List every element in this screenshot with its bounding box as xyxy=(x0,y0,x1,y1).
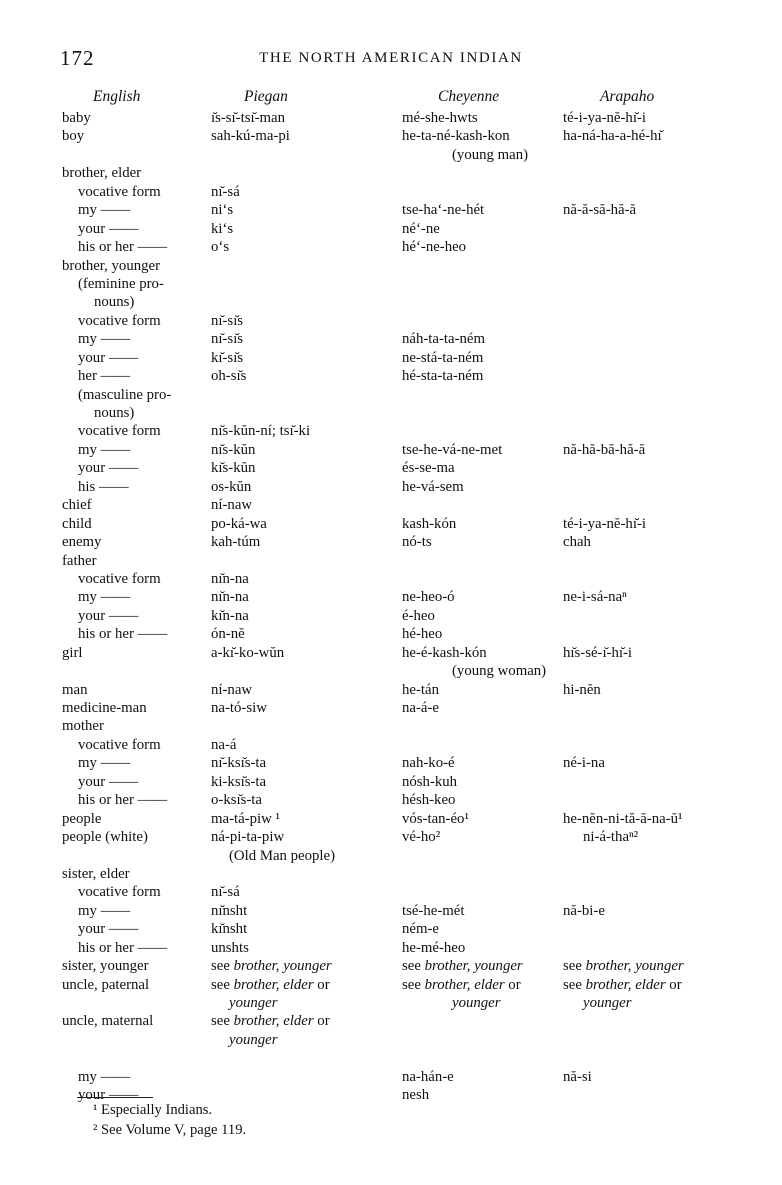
table-row xyxy=(0,644,782,662)
cell-piegan: younger xyxy=(229,995,278,1011)
cell-piegan: unshts xyxy=(211,939,249,956)
table-row xyxy=(0,422,782,440)
cell-arapaho: chah xyxy=(563,534,591,551)
table-row xyxy=(0,496,782,514)
cell-cheyenne: mé-she-hwts xyxy=(402,110,478,126)
table-row xyxy=(0,330,782,348)
table-row xyxy=(0,1031,782,1049)
cell-arapaho: té-i-ya-nĕ-hı̆-i xyxy=(563,110,646,126)
cell-piegan: o‘s xyxy=(211,239,230,256)
cell-cheyenne: tsé-he-mét xyxy=(402,902,465,919)
cell-english: vocative form xyxy=(78,736,161,753)
cell-cheyenne: hé‘-ne-heo xyxy=(402,239,467,256)
cell-cheyenne: ne-stá-ta-ném xyxy=(402,349,484,366)
cell-piegan: ni‘s xyxy=(211,202,234,219)
table-row xyxy=(0,1068,782,1086)
cell-piegan: na-tó-siw xyxy=(211,700,267,716)
cell-piegan: ma-tá-piw ¹ xyxy=(211,810,280,827)
table-row xyxy=(0,201,782,219)
page-number: 172 xyxy=(60,46,95,70)
table-row xyxy=(0,754,782,772)
table-row xyxy=(0,257,782,275)
table-row xyxy=(0,865,782,883)
table-row xyxy=(0,736,782,754)
table-row xyxy=(0,275,782,293)
table-row xyxy=(0,293,782,311)
cell-english: father xyxy=(62,552,97,569)
cell-cheyenne: hé-sta-ta-ném xyxy=(402,368,484,385)
cell-cheyenne: he-vá-sem xyxy=(402,478,464,495)
cell-piegan: nı̆nsht xyxy=(211,902,248,919)
table-row xyxy=(0,515,782,533)
table-row xyxy=(0,570,782,588)
cell-english: enemy xyxy=(62,534,102,551)
cell-cheyenne: tse-ha‘-ne-hét xyxy=(402,202,485,219)
cell-piegan: sah-kú-ma-pi xyxy=(211,128,290,145)
cell-piegan: oh-sı̆s xyxy=(211,368,247,385)
cell-piegan: ki‘s xyxy=(211,220,234,237)
cell-english: (masculine pro- xyxy=(78,386,172,403)
cell-piegan: see brother, younger xyxy=(211,958,332,975)
cell-arapaho: né-i-na xyxy=(563,755,605,772)
cell-cheyenne: he-mé-heo xyxy=(402,939,466,956)
cell-english: my —— xyxy=(78,441,131,458)
cell-arapaho: hı̆s-sé-ı̆-hı̆-i xyxy=(563,644,633,661)
cell-piegan: nı̆-sá xyxy=(211,183,240,200)
cell-english: boy xyxy=(62,128,85,145)
cell-piegan: po-ká-wa xyxy=(211,515,267,532)
cell-english: my —— xyxy=(78,755,131,772)
table-row xyxy=(0,810,782,828)
cell-english: my —— xyxy=(78,902,131,919)
cell-cheyenne: és-se-ma xyxy=(402,460,455,477)
cell-cheyenne: né‘-ne xyxy=(402,220,440,237)
cell-english: my —— xyxy=(78,331,131,348)
cell-cheyenne: he-tán xyxy=(402,681,439,698)
cell-english: brother, younger xyxy=(62,257,161,274)
table-row xyxy=(0,349,782,367)
cell-cheyenne: see brother, elder or xyxy=(402,976,521,993)
cell-english: people (white) xyxy=(62,829,148,846)
cell-english: his or her —— xyxy=(78,239,168,256)
cell-cheyenne: he-ta-né-kash-kon xyxy=(402,128,510,145)
cell-english: brother, elder xyxy=(62,165,142,182)
cell-arapaho: see brother, younger xyxy=(563,958,684,975)
column-header-arapaho: Arapaho xyxy=(600,88,655,105)
table-row xyxy=(0,717,782,735)
cell-english: nouns) xyxy=(94,294,135,311)
cell-piegan: kı̆-sı̆s xyxy=(211,349,244,366)
cell-cheyenne: nesh xyxy=(402,1087,430,1104)
cell-english: his or her —— xyxy=(78,792,168,809)
cell-cheyenne: he-é-kash-kón xyxy=(402,644,487,661)
table-row xyxy=(0,828,782,846)
cell-cheyenne: vé-ho² xyxy=(402,829,441,846)
table-row xyxy=(0,681,782,699)
cell-piegan: ı̆s-sı̆-tsı̆-man xyxy=(211,110,285,126)
cell-arapaho: té-i-ya-nĕ-hı̆-i xyxy=(563,515,646,532)
cell-cheyenne: (young woman) xyxy=(452,663,547,680)
cell-piegan: nı̆s-kŭn-ní; tsı̆-ki xyxy=(211,423,311,440)
table-row xyxy=(0,533,782,551)
cell-english: vocative form xyxy=(78,312,161,329)
cell-cheyenne: (young man) xyxy=(452,146,529,163)
cell-piegan: kı̆nsht xyxy=(211,921,248,938)
table-row xyxy=(0,238,782,256)
table-row xyxy=(0,404,782,422)
table-row xyxy=(0,312,782,330)
vocabulary-table xyxy=(0,109,782,1105)
table-row xyxy=(0,625,782,643)
cell-arapaho: ha-ná-ha-a-hé-hı̆ xyxy=(563,128,662,145)
cell-english: your —— xyxy=(78,349,139,366)
cell-arapaho: hi-nĕn xyxy=(563,681,601,698)
cell-english: your —— xyxy=(78,460,139,477)
cell-english: girl xyxy=(62,644,83,661)
table-row xyxy=(0,552,782,570)
cell-piegan: kah-túm xyxy=(211,534,261,551)
table-row xyxy=(0,1012,782,1030)
table-row xyxy=(0,386,782,404)
cell-cheyenne: na-hán-e xyxy=(402,1068,454,1085)
cell-english: child xyxy=(62,515,92,532)
table-row xyxy=(0,478,782,496)
cell-piegan: ki-ksı̆s-ta xyxy=(211,773,267,790)
footnote-2: ² See Volume V, page 119. xyxy=(93,1122,247,1138)
cell-cheyenne: é-heo xyxy=(402,607,435,624)
table-row xyxy=(0,109,782,127)
cell-cheyenne: nósh-kuh xyxy=(402,773,458,790)
cell-english: medicine-man xyxy=(62,700,147,716)
cell-english: people xyxy=(62,810,102,827)
table-row xyxy=(0,588,782,606)
cell-piegan: (Old Man people) xyxy=(229,847,336,864)
cell-piegan: nı̆n-na xyxy=(211,589,249,606)
table-row xyxy=(0,183,782,201)
cell-arapaho: see brother, elder or xyxy=(563,976,682,993)
cell-english: vocative form xyxy=(78,884,161,901)
cell-piegan: nı̆-ksı̆s-ta xyxy=(211,755,267,772)
cell-english: your —— xyxy=(78,773,139,790)
cell-piegan: ón-nĕ xyxy=(211,626,245,643)
cell-piegan: nı̆-sı̆s xyxy=(211,331,244,348)
cell-piegan: kı̆s-kŭn xyxy=(211,460,256,477)
cell-arapaho: ni-á-thaⁿ² xyxy=(583,829,639,846)
column-header-cheyenne: Cheyenne xyxy=(438,88,500,105)
cell-english: your —— xyxy=(78,607,139,624)
table-row xyxy=(0,459,782,477)
cell-english: mother xyxy=(62,718,104,735)
cell-english: his —— xyxy=(78,478,129,495)
table-row xyxy=(0,791,782,809)
cell-english: your —— xyxy=(78,220,139,237)
table-row xyxy=(0,164,782,182)
cell-piegan: nı̆n-na xyxy=(211,570,249,587)
cell-piegan: ná-pi-ta-piw xyxy=(211,829,285,846)
table-row xyxy=(0,607,782,625)
cell-arapaho: nă-hă-bă-hă-ă xyxy=(563,441,646,458)
cell-english: vocative form xyxy=(78,570,161,587)
table-row xyxy=(0,883,782,901)
footnote-rule xyxy=(77,1097,153,1098)
cell-piegan: ní-naw xyxy=(211,497,253,514)
footnote-1: ¹ Especially Indians. xyxy=(93,1102,213,1118)
cell-cheyenne: vós-tan-éo¹ xyxy=(402,810,469,827)
cell-english: man xyxy=(62,681,88,698)
table-row xyxy=(0,220,782,238)
cell-english: my —— xyxy=(78,202,131,219)
cell-english: vocative form xyxy=(78,423,161,440)
table-row xyxy=(0,920,782,938)
column-header-english: English xyxy=(93,88,141,105)
cell-english: baby xyxy=(62,110,91,126)
cell-cheyenne: nah-ko-é xyxy=(402,755,455,772)
cell-cheyenne: ne-heo-ó xyxy=(402,589,455,606)
table-row xyxy=(0,146,782,164)
cell-cheyenne: ném-e xyxy=(402,921,439,938)
cell-piegan: a-kı̆-ko-wŭn xyxy=(211,644,285,661)
page-header xyxy=(0,46,782,76)
table-row xyxy=(0,127,782,145)
table-row xyxy=(0,773,782,791)
table-row xyxy=(0,699,782,717)
cell-cheyenne: see brother, younger xyxy=(402,958,523,975)
cell-cheyenne: hé-heo xyxy=(402,626,443,643)
cell-piegan: nı̆s-kŭn xyxy=(211,441,256,458)
cell-piegan: see brother, elder or xyxy=(211,1013,330,1030)
cell-cheyenne: nó-ts xyxy=(402,534,432,551)
cell-arapaho: nă-ă-să-hă-ă xyxy=(563,202,637,219)
table-row xyxy=(0,957,782,975)
cell-english: nouns) xyxy=(94,405,135,421)
cell-piegan: o-ksı̆s-ta xyxy=(211,792,262,809)
cell-english: your —— xyxy=(78,921,139,938)
table-row xyxy=(0,847,782,865)
cell-arapaho: younger xyxy=(583,995,632,1011)
running-title: THE NORTH AMERICAN INDIAN xyxy=(259,50,523,66)
cell-piegan: nı̆-sá xyxy=(211,884,240,901)
cell-english: vocative form xyxy=(78,183,161,200)
cell-arapaho: ne-i-sá-naⁿ xyxy=(563,589,627,606)
table-row xyxy=(0,902,782,920)
cell-arapaho: nă-si xyxy=(563,1068,592,1085)
table-row xyxy=(0,662,782,680)
cell-piegan: kı̆n-na xyxy=(211,607,249,624)
cell-english: uncle, maternal xyxy=(62,1013,154,1030)
cell-english: sister, younger xyxy=(62,958,149,975)
cell-english: chief xyxy=(62,497,92,514)
cell-english: (feminine pro- xyxy=(78,275,164,292)
cell-piegan: na-á xyxy=(211,736,237,753)
cell-arapaho: nă-bi-e xyxy=(563,902,605,919)
cell-cheyenne: younger xyxy=(452,995,501,1011)
table-row xyxy=(0,939,782,957)
cell-piegan: see brother, elder or xyxy=(211,976,330,993)
cell-piegan: younger xyxy=(229,1031,278,1048)
cell-english: sister, elder xyxy=(62,865,130,882)
table-row xyxy=(0,976,782,994)
table-row xyxy=(0,994,782,1012)
table-row xyxy=(0,367,782,385)
cell-cheyenne: náh-ta-ta-ném xyxy=(402,331,485,348)
cell-english: his or her —— xyxy=(78,626,168,643)
cell-cheyenne: tse-he-vá-ne-met xyxy=(402,441,503,458)
cell-piegan: os-kŭn xyxy=(211,478,252,495)
cell-arapaho: he-nĕn-ni-tă-ă-na-ŭ¹ xyxy=(563,810,683,827)
cell-cheyenne: na-á-e xyxy=(402,700,439,716)
table-row xyxy=(0,441,782,459)
cell-english: my —— xyxy=(78,589,131,606)
cell-english: your —— xyxy=(78,1087,139,1104)
cell-english: uncle, paternal xyxy=(62,976,150,993)
cell-cheyenne: hésh-keo xyxy=(402,792,456,809)
cell-piegan: nı̆-sı̆s xyxy=(211,312,244,329)
cell-english: her —— xyxy=(78,368,131,385)
cell-english: his or her —— xyxy=(78,939,168,956)
cell-english: my —— xyxy=(78,1068,131,1085)
column-header-piegan: Piegan xyxy=(244,88,288,105)
cell-piegan: ní-naw xyxy=(211,681,253,698)
table-row xyxy=(0,1049,782,1067)
cell-cheyenne: kash-kón xyxy=(402,515,457,532)
